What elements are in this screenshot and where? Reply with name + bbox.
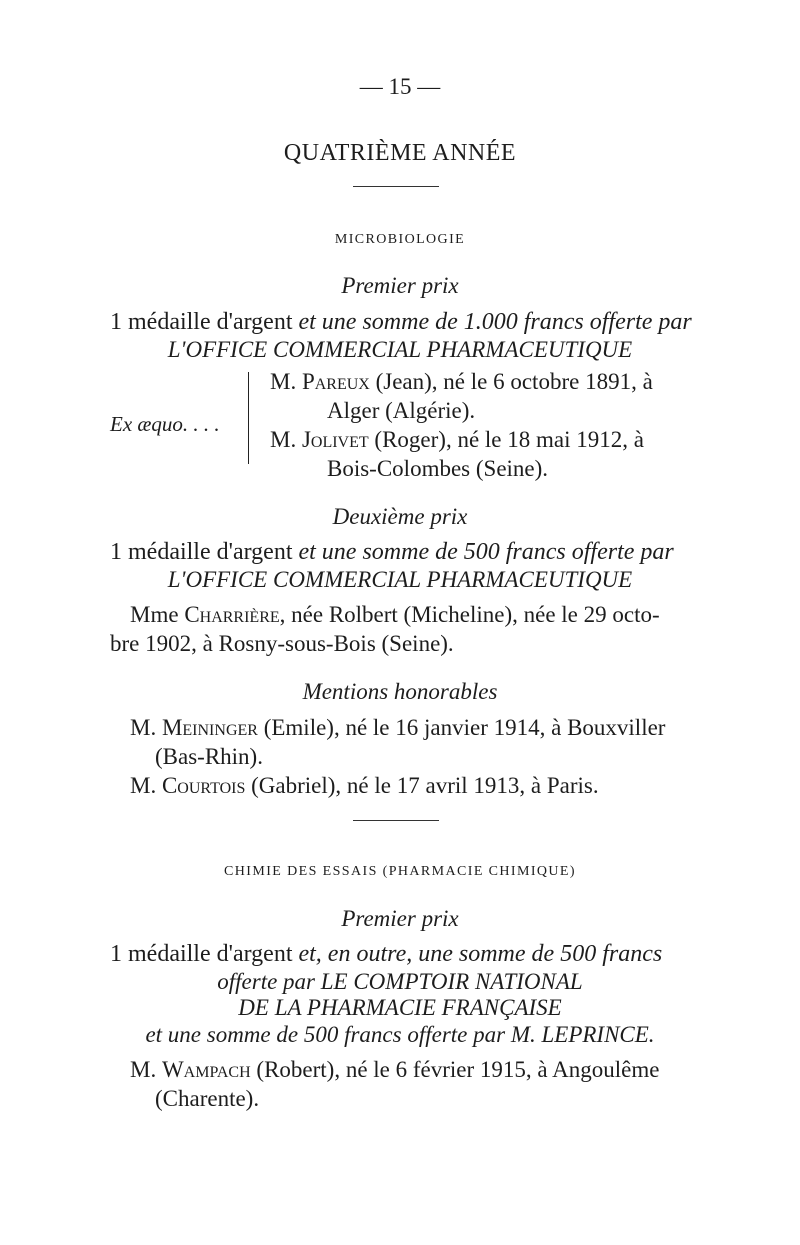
winner-title: M. — [270, 369, 297, 394]
award-line-1 — [110, 309, 692, 336]
deuxieme-winner-line-1 — [130, 602, 660, 628]
deuxieme-prix-label: Deuxième prix — [332, 504, 468, 529]
winner-surname: Pareux — [301, 369, 370, 394]
award-rest: et une somme de 500 francs offerte par — [298, 539, 674, 565]
award-prefix: 1 médaille d'argent — [110, 539, 293, 565]
winner-details: née Rolbert (Micheline), née le 29 octo- — [291, 602, 660, 627]
winner-surname: Courtois — [161, 773, 246, 798]
deuxieme-winner-line-2: bre 1902, à Rosny-sous-Bois (Seine). — [110, 631, 454, 656]
winner-title: M. — [130, 715, 157, 740]
premier-prix-label: Premier prix — [341, 273, 459, 298]
award-donor: L'OFFICE COMMERCIAL PHARMACEUTIQUE — [167, 567, 633, 592]
mention-2-line-1 — [130, 773, 599, 799]
award-rest: et, en outre, une somme de 500 francs — [298, 941, 663, 967]
winner-title: M. — [130, 1057, 157, 1082]
winner-details: (Jean), né le 6 octobre 1891, à — [375, 369, 653, 394]
page-title: QUATRIÈME ANNÉE — [283, 140, 517, 166]
chimie-winner-line-1 — [130, 1057, 659, 1083]
chimie-award-line-4: et une somme de 500 francs offerte par M. LEPRINCE. — [145, 1022, 655, 1047]
chimie-award-line-2: offerte par LE COMPTOIR NATIONAL — [217, 969, 583, 994]
chimie-award-line-3: DE LA PHARMACIE FRANÇAISE — [238, 995, 562, 1020]
award-prefix: 1 médaille d'argent — [110, 309, 293, 335]
mention-1-line-2: (Bas-Rhin). — [155, 744, 263, 769]
winner-2-line-2: Bois-Colombes (Seine). — [327, 456, 549, 481]
mention-1-line-1 — [130, 715, 665, 741]
section-title-microbiologie: MICROBIOLOGIE — [334, 232, 466, 247]
winner-details: (Robert), né le 6 février 1915, à Angoulême — [256, 1057, 660, 1082]
award-rest: et une somme de 1.000 francs offerte par — [298, 309, 692, 335]
winner-1-line-2: Alger (Algérie). — [327, 398, 476, 423]
award-line-2 — [110, 539, 674, 566]
ex-aequo-label: Ex æquo. . . . — [110, 412, 220, 436]
award-donor: L'OFFICE COMMERCIAL PHARMACEUTIQUE — [167, 337, 633, 362]
winner-details: (Emile), né le 16 janvier 1914, à Bouxviller — [263, 715, 666, 740]
divider — [353, 820, 439, 821]
winner-surname: Charrière, — [184, 602, 286, 627]
chimie-award-line-1 — [110, 941, 662, 968]
winner-1-line-1 — [270, 369, 653, 395]
premier-prix-label: Premier prix — [341, 906, 459, 931]
winner-details: (Gabriel), né le 17 avril 1913, à Paris. — [251, 773, 599, 798]
section-title-chimie: CHIMIE DES ESSAIS (PHARMACIE CHIMIQUE) — [224, 864, 576, 879]
winner-details: (Roger), né le 18 mai 1912, à — [374, 427, 644, 452]
winner-surname: Wampach — [161, 1057, 251, 1082]
winner-surname: Jolivet — [301, 427, 369, 452]
chimie-winner-line-2: (Charente). — [155, 1086, 260, 1111]
winner-2-line-1 — [270, 427, 644, 453]
winner-title: M. — [270, 427, 297, 452]
page-number: — 15 — — [359, 74, 441, 99]
award-prefix: 1 médaille d'argent — [110, 941, 293, 967]
mentions-label: Mentions honorables — [302, 679, 498, 704]
winner-title: M. — [130, 773, 157, 798]
divider — [353, 186, 439, 187]
brace — [248, 372, 249, 464]
winner-title: Mme — [130, 602, 179, 627]
winner-surname: Meininger — [161, 715, 258, 740]
